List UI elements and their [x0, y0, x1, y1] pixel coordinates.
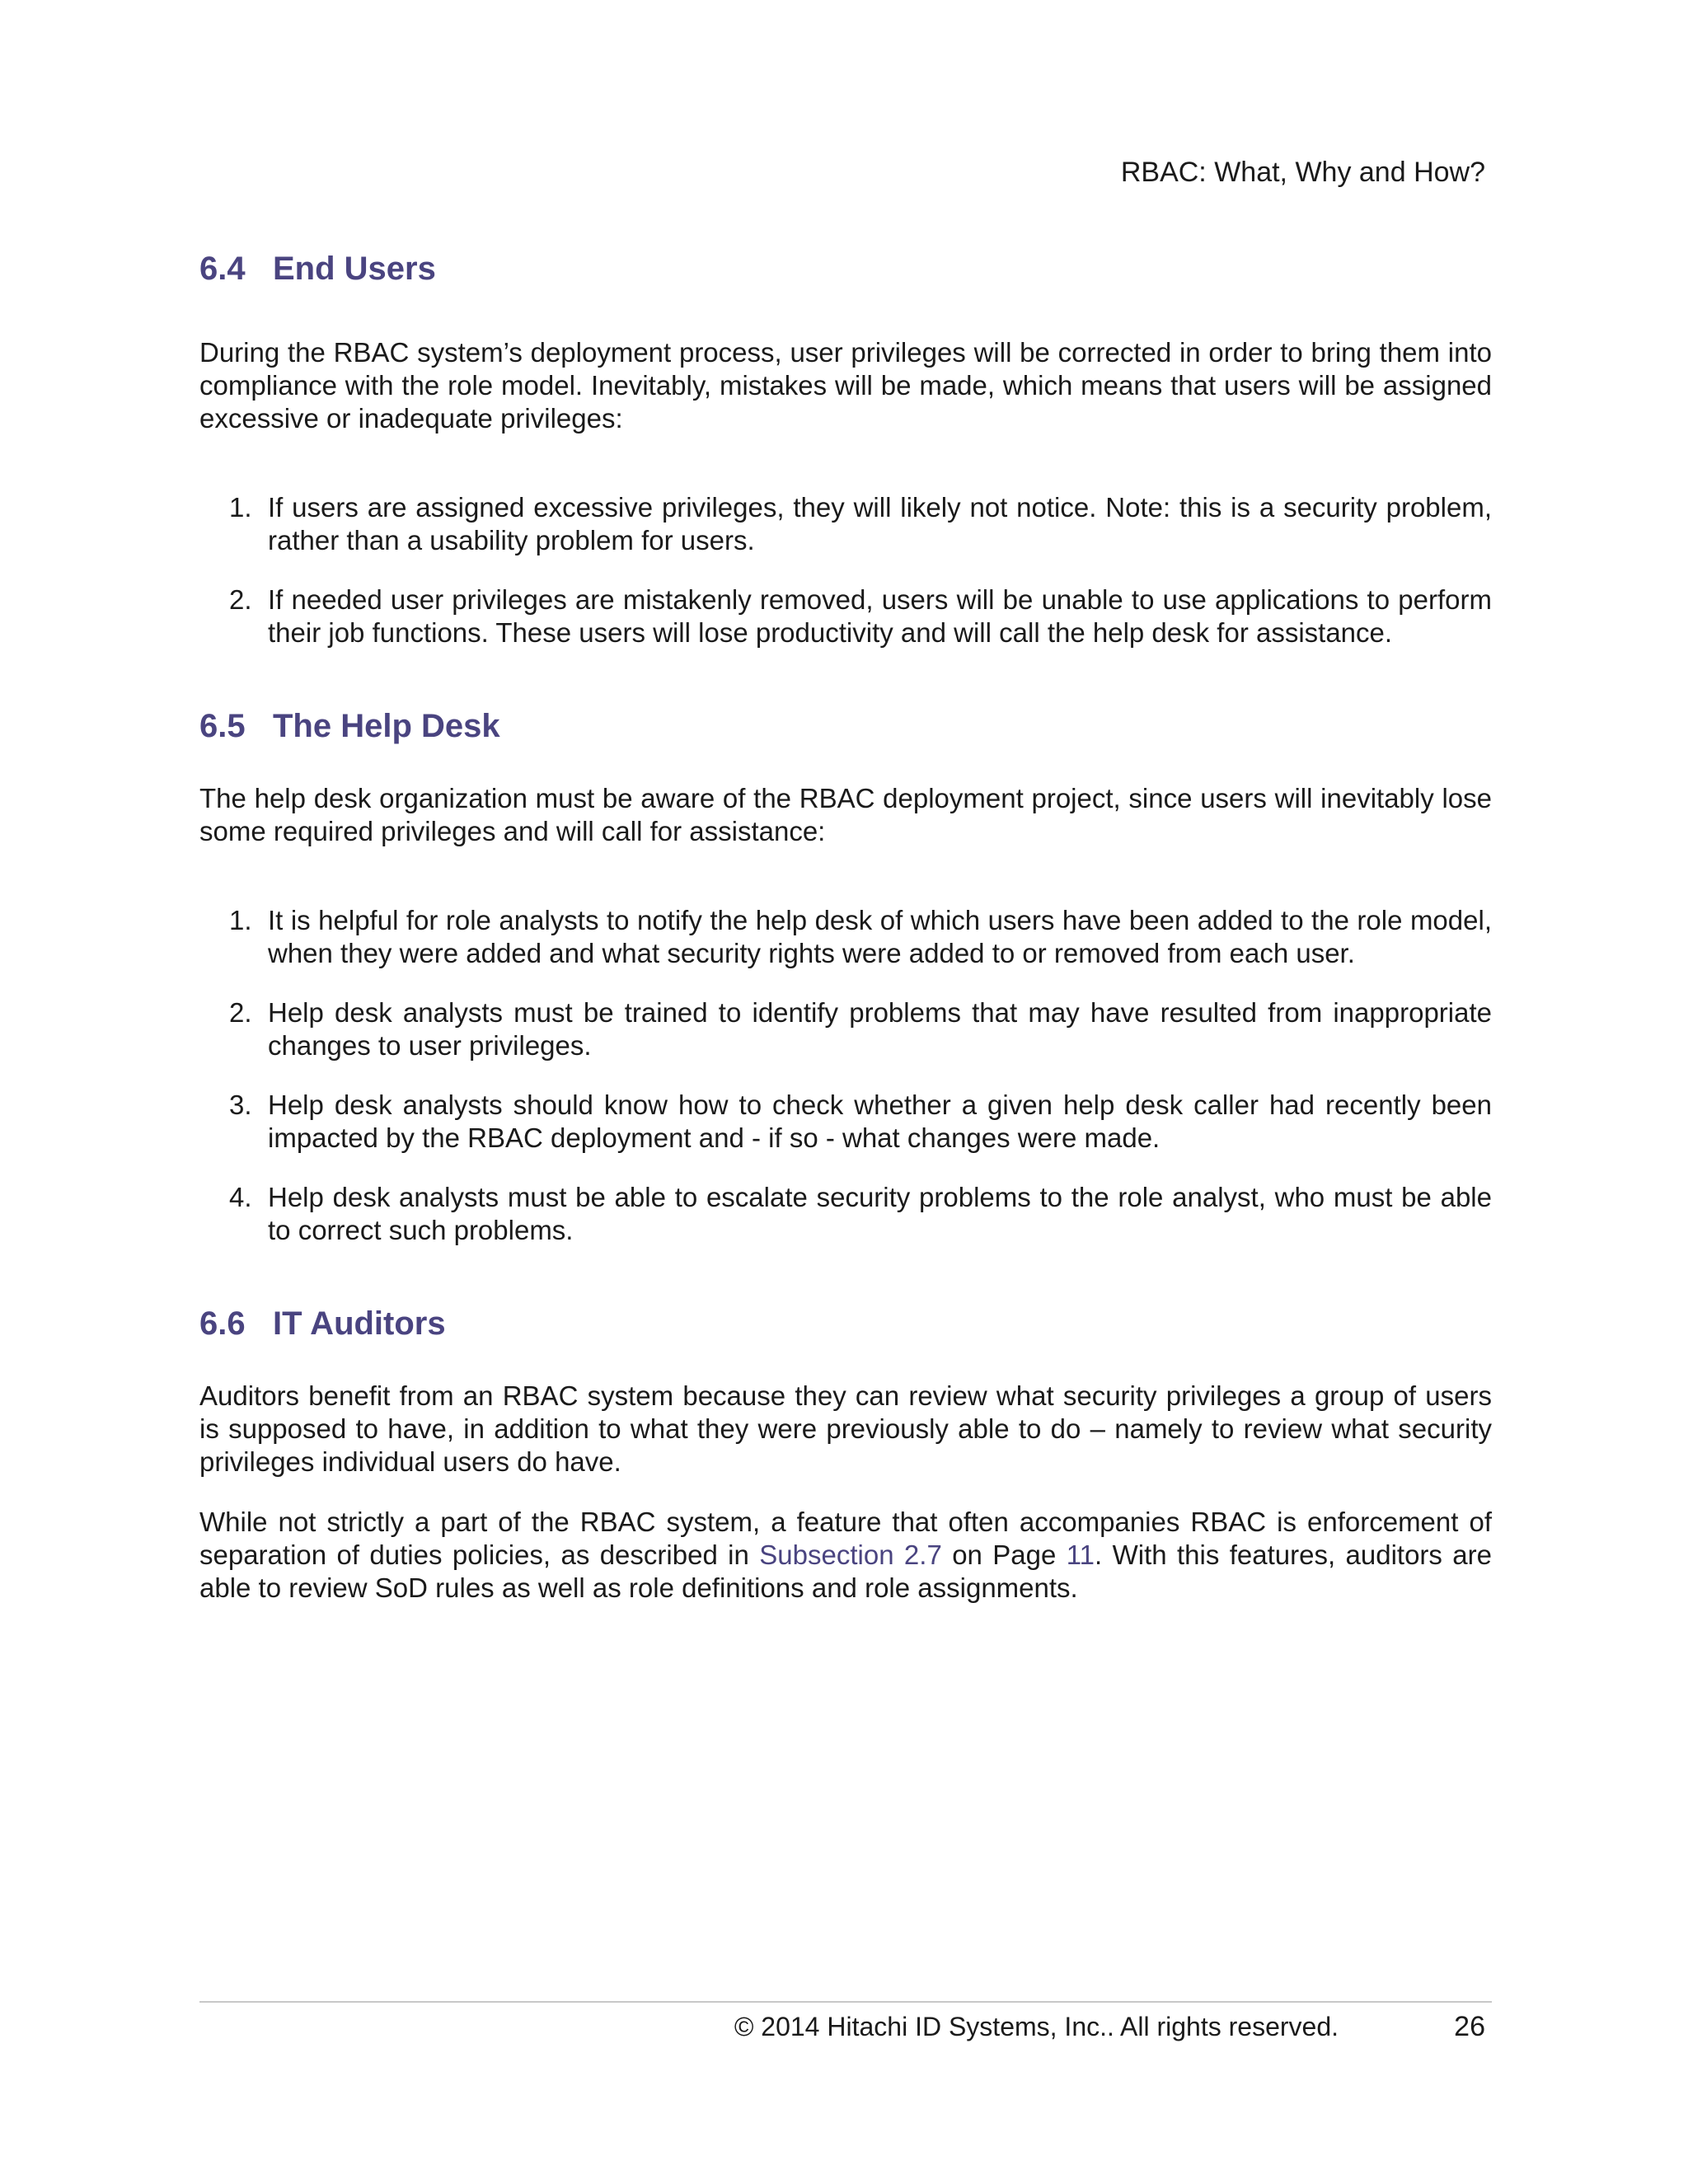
section-heading-it-auditors — [199, 1302, 1492, 1345]
list-marker: 2. — [229, 584, 252, 615]
list-marker: 4. — [229, 1182, 252, 1212]
page-number: 26 — [1454, 2011, 1485, 2042]
list-marker: 3. — [229, 1090, 252, 1120]
paragraph-text: on Page — [941, 1540, 1067, 1570]
section-title: The Help Desk — [273, 708, 500, 744]
section-title: IT Auditors — [273, 1305, 446, 1342]
list-marker: 1. — [229, 905, 252, 935]
list-item — [199, 1089, 1492, 1155]
section-intro: During the RBAC system’s deployment process, user privileges will be corrected in order to bring them into compliance with the role model. Inevitably, mistakes will be made, which means that users will be assigned excessive or inadequate privileges: — [199, 337, 1492, 434]
numbered-list — [199, 904, 1492, 1247]
footer-copyright: © 2014 Hitachi ID Systems, Inc.. All rights reserved. — [734, 2012, 1339, 2041]
list-item-text: Help desk analysts should know how to check whether a given help desk caller had recently been impacted by the RBAC deployment and - if so - what changes were made. — [268, 1090, 1492, 1153]
section-title: End Users — [273, 251, 436, 287]
paragraph-text: . With this features, auditors are able to review SoD rules as well as role definitions and role assignments. — [199, 1540, 1493, 1603]
page-link[interactable]: 11 — [1066, 1540, 1095, 1570]
list-item — [199, 583, 1492, 649]
body-paragraph: Auditors benefit from an RBAC system because they can review what security privileges a group of users is supposed to have, in addition to what they were previously able to do – namely to review what security privileges individual users do have. — [199, 1380, 1492, 1477]
list-marker: 2. — [229, 997, 252, 1028]
section-number: 6.5 — [199, 708, 246, 744]
list-item-text: If users are assigned excessive privileges, they will likely not notice. Note: this is a security problem, rather than a usability problem for users. — [268, 492, 1492, 555]
section-heading-help-desk — [199, 705, 1492, 748]
section-number: 6.6 — [199, 1305, 246, 1342]
body-paragraph — [199, 1506, 1492, 1605]
list-item — [199, 996, 1492, 1062]
footer-divider — [199, 2001, 1492, 2003]
list-item-text: Help desk analysts must be trained to identify problems that may have resulted from inappropriate changes to user privileges. — [268, 997, 1492, 1061]
running-header: RBAC: What, Why and How? — [1120, 157, 1485, 188]
paragraph-text: While not strictly a part of the RBAC system, a feature that often accompanies RBAC is enforcement of separation of duties policies, as described in — [199, 1507, 1492, 1570]
page-content — [199, 247, 1492, 1605]
section-number: 6.4 — [199, 251, 246, 287]
numbered-list — [199, 491, 1492, 649]
list-item-text: It is helpful for role analysts to notify the help desk of which users have been added to the role model, when they were added and what security rights were added to or removed from each user. — [268, 905, 1492, 968]
section-heading-end-users — [199, 247, 1492, 290]
list-item — [199, 1181, 1492, 1247]
section-intro: The help desk organization must be aware of the RBAC deployment project, since users will inevitably lose some required privileges and will call for assistance: — [199, 783, 1492, 846]
list-item — [199, 491, 1492, 557]
list-item-text: Help desk analysts must be able to escalate security problems to the role analyst, who must be able to correct such problems. — [268, 1182, 1492, 1245]
subsection-link[interactable]: Subsection 2.7 — [759, 1540, 942, 1570]
list-item — [199, 904, 1492, 970]
list-marker: 1. — [229, 492, 252, 523]
list-item-text: If needed user privileges are mistakenly removed, users will be unable to use applications to perform their job functions. These users will lose productivity and will call the help desk for assistance. — [268, 584, 1492, 648]
